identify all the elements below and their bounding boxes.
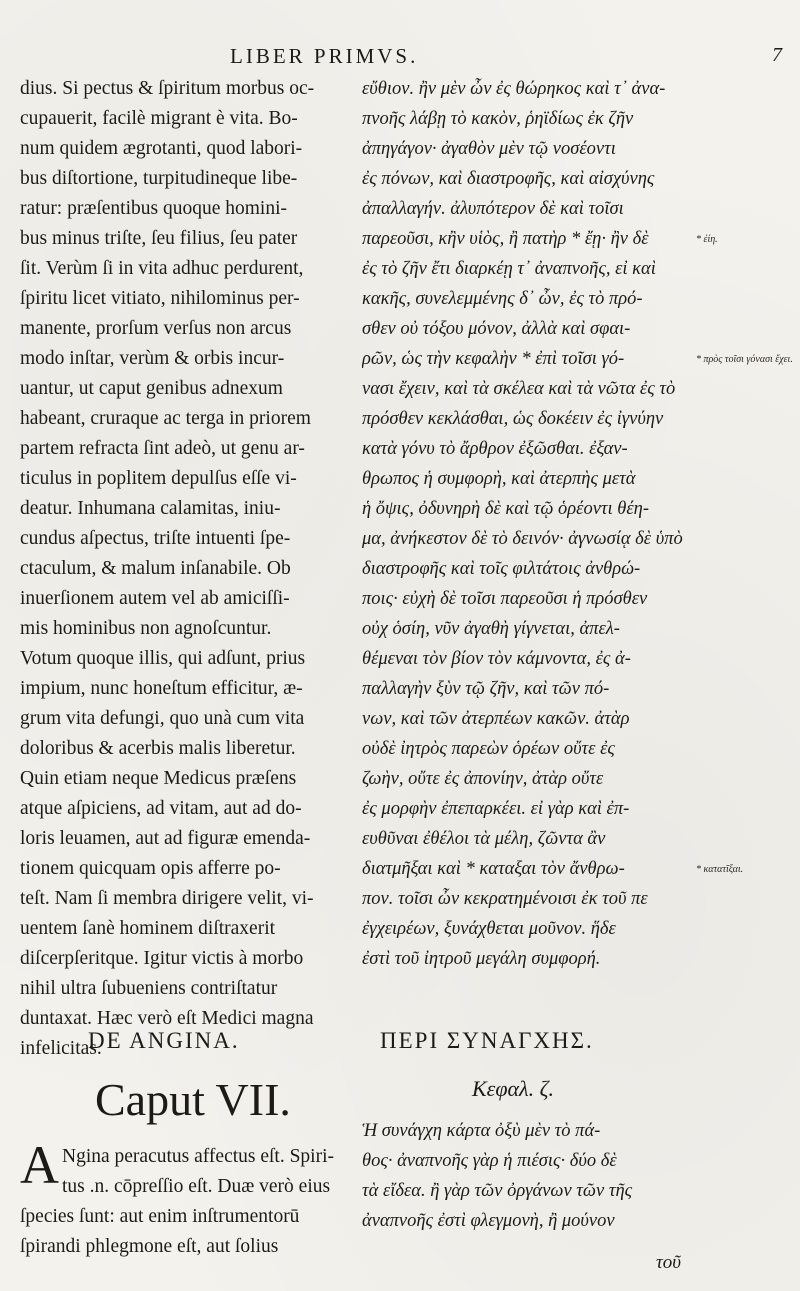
running-head: LIBER PRIMVS. <box>230 44 419 68</box>
greek-chapter-heading: Κεφαλ. ζ. <box>472 1076 554 1101</box>
text-line: παλλαγὴν ξὺν τῷ ζῆν, καὶ τῶν πό- <box>362 679 610 699</box>
text-line: νασι ἔχειν, καὶ τὰ σκέλεα καὶ τὰ νῶτα ἐς τὸ <box>362 379 676 399</box>
text-line: bus diſtortione, turpitudineque libe- <box>20 168 298 189</box>
text-line: tionem quicquam opis afferre po- <box>20 858 281 879</box>
text-line: infelicitas. <box>20 1038 102 1059</box>
text-line: θρωπος ἡ συμφορὴ, καὶ ἀτερπὴς μετὰ <box>362 469 636 489</box>
text-line: σθεν οὐ τόξου μόνον, ἀλλὰ καὶ σφαι- <box>362 319 631 339</box>
text-line: nihil ultra ſubueniens contriſtatur <box>20 978 278 999</box>
margin-note: * ἐίη. <box>696 234 718 245</box>
text-line: num quidem ægrotanti, quod labori- <box>20 138 303 159</box>
text-line: ποις· εὐχὴ δὲ τοῖσι παρεοῦσι ἡ πρόσθεν <box>362 589 648 609</box>
text-line: loris leuamen, aut ad figuræ emenda- <box>20 828 311 849</box>
text-line: ἀναπνοῆς ἐστὶ φλεγμονὴ, ἢ μούνον <box>362 1211 615 1231</box>
text-line: τὰ εἴδεα. ἢ γὰρ τῶν ὀργάνων τῶν τῆς <box>362 1181 633 1201</box>
text-line: ευθῦναι ἐθέλοι τὰ μέλη, ζῶντα ἂν <box>362 829 606 849</box>
text-line: ζωὴν, οὔτε ἐς ἀπονίην, ἀτὰρ οὔτε <box>362 769 604 789</box>
text-line: dius. Si pectus & ſpiritum morbus oc- <box>20 78 315 99</box>
text-line: doloribus & acerbis malis liberetur. <box>20 738 296 759</box>
latin-column <box>20 74 350 1064</box>
text-line: ſit. Verùm ſi in vita adhuc perdurent, <box>20 258 304 279</box>
text-line: modo inſtar, verùm & orbis incur- <box>20 348 285 369</box>
text-line: ctaculum, & malum inſanabile. Ob <box>20 558 291 579</box>
greek-column <box>362 74 692 974</box>
latin-chapter-heading: Caput VII. <box>95 1074 291 1125</box>
text-line: teſt. Nam ſi membra dirigere velit, vi- <box>20 888 314 909</box>
catchword: τοῦ <box>656 1252 682 1273</box>
text-line: πνοῆς λάβῃ τὸ κακὸν, ῥηϊδίως ἐκ ζῆν <box>362 109 634 129</box>
text-line: duntaxat. Hæc verò eſt Medici magna <box>20 1008 314 1029</box>
text-line: tus .n. cōpreſſio eſt. Duæ verò eius <box>62 1176 331 1197</box>
text-line: impium, nunc honeſtum efficitur, æ- <box>20 678 303 699</box>
text-line: διατμῆξαι καὶ * καταξαι τὸν ἄνθρω- <box>362 859 625 879</box>
text-line: εὔθιον. ἢν μὲν ὦν ἐς θώρηκος καὶ τ᾽ ἀνα- <box>362 79 666 99</box>
text-line: habeant, cruraque ac terga in priorem <box>20 408 311 429</box>
text-line: ἐστὶ τοῦ ἰητροῦ μεγάλη συμφορή. <box>362 949 601 969</box>
text-line: κατὰ γόνυ τὸ ἄρθρον ἐξῶσθαι. ἐξαν- <box>362 439 628 459</box>
text-line: νων, καὶ τῶν ἀτερπέων κακῶν. ἀτὰρ <box>362 709 630 729</box>
text-line: οὐδὲ ἰητρὸς παρεὼν ὁρέων οὔτε ἐς <box>362 739 615 759</box>
text-line: ἡ ὄψις, ὀδυνηρὴ δὲ καὶ τῷ ὁρέοντι θέη- <box>362 499 650 519</box>
page-number: 7 <box>772 44 782 66</box>
text-line: οὐχ ὁσίη, νῦν ἀγαθὴ γίγνεται, ἀπελ- <box>362 619 620 639</box>
text-line: grum vita defungi, quo unà cum vita <box>20 708 305 729</box>
text-line: μα, ἀνήκεστον δὲ τὸ δεινόν· ἀγνωσίᾳ δὲ ὑπὸ <box>362 529 683 549</box>
text-line: ſpirandi phlegmone eſt, aut ſolius <box>20 1236 279 1257</box>
page-header <box>0 44 800 72</box>
text-line: bus minus triſte, ſeu filius, ſeu pater <box>20 228 298 249</box>
text-line: manente, prorſum verſus non arcus <box>20 318 292 339</box>
text-line: cupauerit, facilè migrant è vita. Bo- <box>20 108 298 129</box>
text-line: mis hominibus non agnoſcuntur. <box>20 618 272 639</box>
text-line: πρόσθεν κεκλάσθαι, ὡς δοκέειν ἐς ἰγνύην <box>362 409 664 429</box>
text-line: ρῶν, ὡς τὴν κεφαλὴν * ἐπὶ τοῖσι γό- <box>362 349 625 369</box>
text-line: ἀπαλλαγήν. ἀλυπότερον δὲ καὶ τοῖσι <box>362 199 624 219</box>
text-line: diſcerpſeritque. Igitur victis à morbo <box>20 948 304 969</box>
text-line: ſpecies ſunt: aut enim inſtrumentorū <box>20 1206 300 1227</box>
text-line: atque aſpiciens, ad vitam, aut ad do- <box>20 798 302 819</box>
text-line: ratur: præſentibus quoque homini- <box>20 198 288 219</box>
text-line: Votum quoque illis, qui adſunt, prius <box>20 648 306 669</box>
text-line: ἐγχειρέων, ξυνάχθεται μοῦνον. ἥδε <box>362 919 616 939</box>
text-line: Ἡ συνάγχη κάρτα ὀξὺ μὲν τὸ πά- <box>362 1121 601 1141</box>
greek-chapter-body <box>362 1116 692 1236</box>
text-line: ticulus in poplitem depulſus eſſe vi- <box>20 468 297 489</box>
text-line: ſpiritu licet vitiato, nihilominus per- <box>20 288 300 309</box>
text-line: παρεοῦσι, κἢν υἱὸς, ἢ πατὴρ * ἔῃ· ἢν δὲ <box>362 229 649 249</box>
text-line: θέμεναι τὸν βίον τὸν κάμνοντα, ἐς ἀ- <box>362 649 631 669</box>
text-line: deatur. Inhumana calamitas, iniu- <box>20 498 281 519</box>
text-line: πον. τοῖσι ὦν κεκρατημένοισι ἐκ τοῦ πε <box>362 889 648 909</box>
latin-section-title: DE ANGINA. <box>88 1028 240 1053</box>
text-line: ἐς μορφὴν ἐπεπαρκέει. εἰ γὰρ καὶ ἐπ- <box>362 799 630 819</box>
text-line: cundus aſpectus, triſte intuenti ſpe- <box>20 528 291 549</box>
text-line: partem refracta ſint adeò, ut genu ar- <box>20 438 305 459</box>
text-line: ἀπηγάγον· ἀγαθὸν μὲν τῷ νοσέοντι <box>362 139 616 159</box>
text-line: Ngina peracutus affectus eſt. Spiri- <box>62 1146 335 1167</box>
margin-note: * πρὸς τοῖσι γόνασι ἔχει. <box>696 354 793 365</box>
latin-chapter-body <box>20 1135 350 1262</box>
text-line: inuerſionem autem vel ab amiciſſi- <box>20 588 290 609</box>
text-line: ἐς πόνων, καὶ διαστροφῆς, καὶ αἰσχύνης <box>362 169 655 189</box>
text-line: ἐς τὸ ζῆν ἔτι διαρκέῃ τ᾽ ἀναπνοῆς, εἰ καὶ <box>362 259 656 279</box>
text-line: Quin etiam neque Medicus præſens <box>20 768 297 789</box>
text-line: θος· ἀναπνοῆς γὰρ ἡ πιέσις· δύο δὲ <box>362 1151 617 1171</box>
greek-section-title: ΠΕΡΙ ΣΥΝΑΓΧΗΣ. <box>380 1028 594 1053</box>
text-line: uantur, ut caput genibus adnexum <box>20 378 283 399</box>
margin-note: * κατατῖξαι. <box>696 864 744 875</box>
drop-cap: A <box>20 1135 59 1195</box>
text-line: διαστροφῆς καὶ τοῖς φιλτάτοις ἀνθρώ- <box>362 559 641 579</box>
text-line: uentem ſanè hominem diſtraxerit <box>20 918 276 939</box>
text-line: κακῆς, συνελεμμένης δ᾽ ὦν, ἐς τὸ πρό- <box>362 289 643 309</box>
